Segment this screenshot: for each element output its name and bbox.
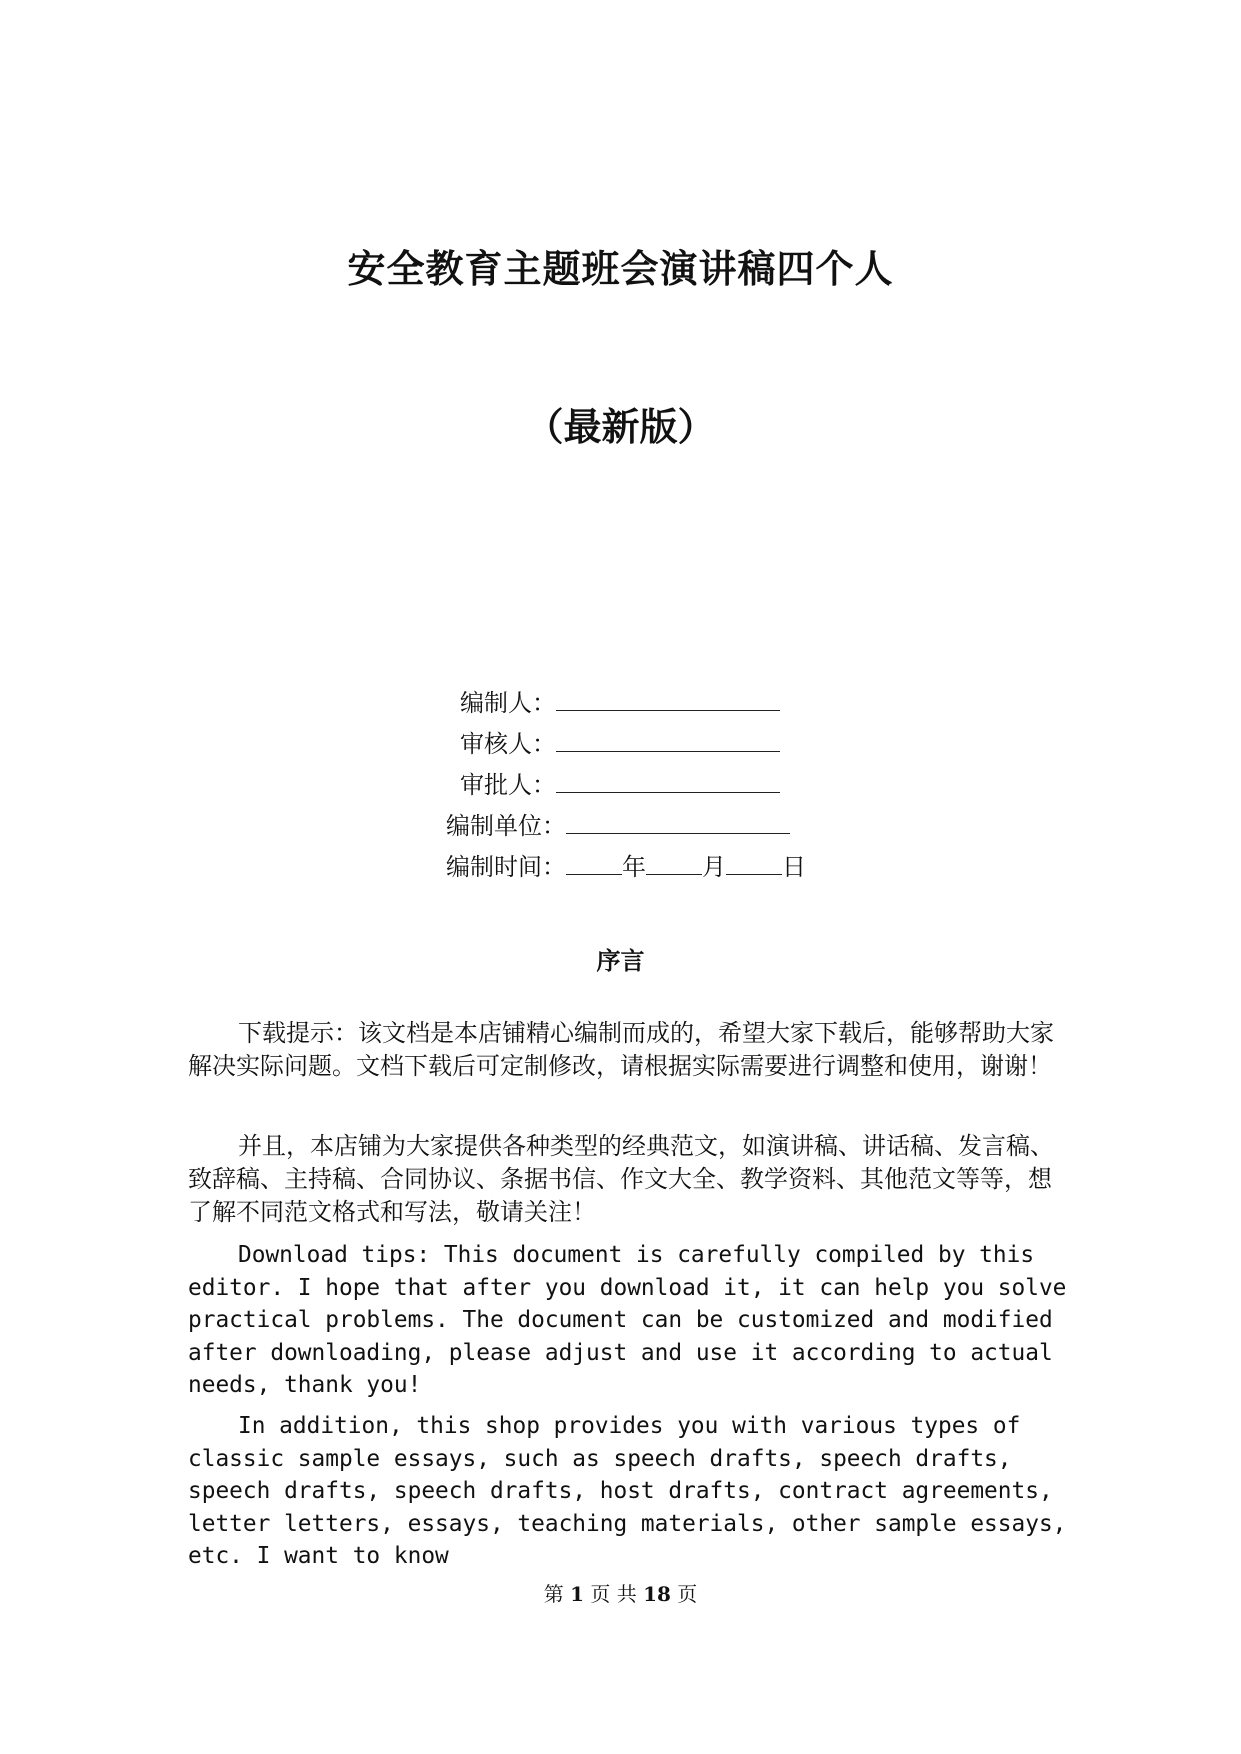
footer-suffix: 页 (677, 1582, 698, 1606)
time-field (446, 850, 806, 883)
reviewer-label: 审核人： (460, 730, 556, 758)
preface-paragraph-zh-1: 下载提示：该文档是本店铺精心编制而成的，希望大家下载后，能够帮助大家解决实际问题。文档下载后可定制修改，请根据实际需要进行调整和使用，谢谢！ (188, 1019, 1054, 1080)
page-footer (0, 1578, 1241, 1607)
unit-label: 编制单位： (446, 812, 566, 840)
month-blank (646, 850, 702, 875)
reviewer-field (460, 727, 780, 760)
unit-field (446, 809, 790, 842)
day-label: 日 (782, 853, 806, 881)
preparer-label: 编制人： (460, 689, 556, 717)
document-subtitle: （最新版） (525, 404, 716, 449)
preparer-field (460, 686, 780, 719)
approver-field (460, 768, 780, 801)
day-blank (726, 850, 782, 875)
footer-page-number: 1 (570, 1582, 584, 1606)
reviewer-blank (556, 727, 780, 752)
preface-paragraph-en-1: Download tips: This document is carefully compiled by this editor. I hope that after you download it, it can help you solve practical problems. The document can be customized and modified after downloading, please adjust and use it according to actual needs, thank you! (188, 1242, 1067, 1398)
footer-total-pages: 18 (643, 1582, 671, 1606)
year-blank (566, 850, 622, 875)
preface-heading: 序言 (596, 946, 645, 975)
footer-middle: 页 共 (590, 1582, 637, 1606)
time-label: 编制时间： (446, 853, 566, 881)
footer-prefix: 第 (543, 1582, 564, 1606)
approver-blank (556, 768, 780, 793)
document-title: 安全教育主题班会演讲稿四个人 (347, 246, 894, 291)
preface-paragraph-zh-2: 并且，本店铺为大家提供各种类型的经典范文，如演讲稿、讲话稿、发言稿、致辞稿、主持稿、合同协议、条据书信、作文大全、教学资料、其他范文等等，想了解不同范文格式和写法，敬请关注！ (188, 1132, 1054, 1226)
approver-label: 审批人： (460, 771, 556, 799)
preparer-blank (556, 686, 780, 711)
preface-paragraph-en-2: In addition, this shop provides you with various types of classic sample essays, such as speech drafts, speech drafts, speech drafts, speech drafts, host drafts, contract agreements, letter letters, essays, teaching materials, other sample essays, etc. I want to know (188, 1413, 1067, 1569)
year-label: 年 (622, 853, 646, 881)
month-label: 月 (702, 853, 726, 881)
unit-blank (566, 809, 790, 834)
